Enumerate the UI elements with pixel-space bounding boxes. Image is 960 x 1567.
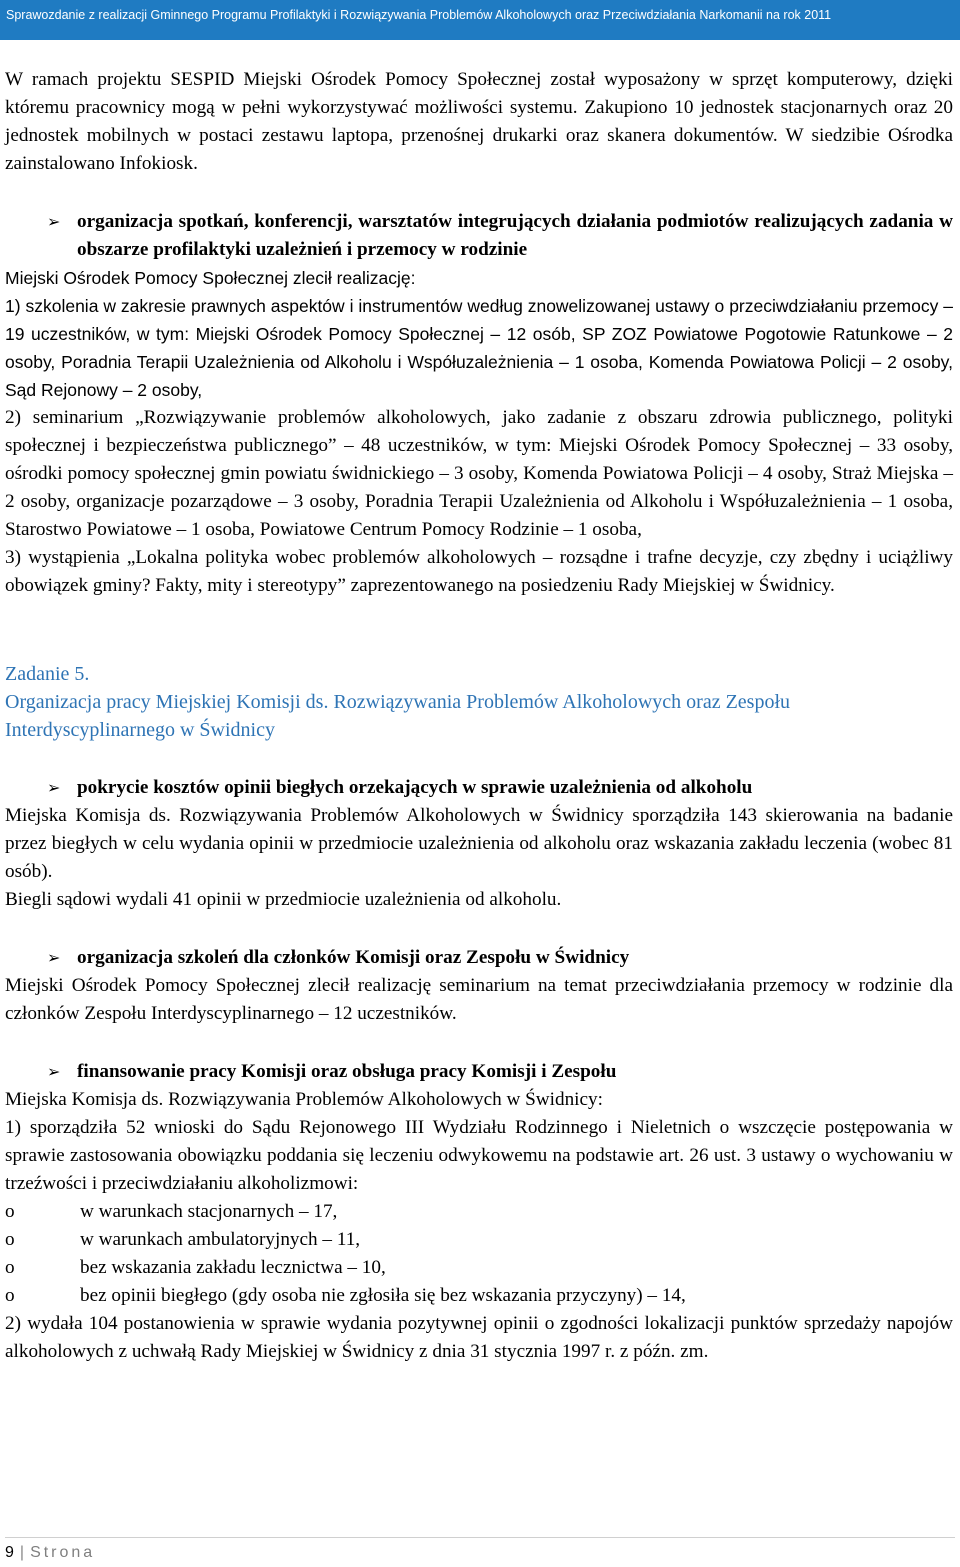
header-bar (0, 0, 960, 40)
arrow-bullet-icon: ➢ (47, 212, 61, 231)
list-item (5, 1254, 953, 1282)
list-item-text: bez wskazania zakładu lecznictwa – 10, (80, 1257, 386, 1278)
list-item (5, 1226, 953, 1254)
footer-divider (5, 1537, 955, 1538)
funding-item-1: 1) sporządziła 52 wnioski do Sądu Rejonowego III Wydziału Rodzinnego i Nieletnich o wszczęcie postępowania w sprawie zastosowania obowiązku poddania się leczeniu odwykowemu na podstawie art. 26 ust. 3 ustawy o wychowaniu w trzeźwości i przeciwdziałaniu alkoholizmowi: (5, 1117, 953, 1194)
training-para: Miejski Ośrodek Pomocy Społecznej zlecił realizację seminarium na temat przeciwdziałania przemocy w rodzinie dla członków Zespołu Interdyscyplinarnego – 12 uczestników. (5, 975, 953, 1024)
list-item-text: w warunkach stacjonarnych – 17, (80, 1201, 338, 1222)
opinions-heading-text: pokrycie kosztów opinii biegłych orzekających w sprawie uzależnienia od alkoholu (77, 777, 753, 798)
funding-heading-text: finansowanie pracy Komisji oraz obsługa pracy Komisji i Zespołu (77, 1061, 617, 1082)
circle-bullet-icon: o (5, 1229, 15, 1250)
arrow-bullet-icon: ➢ (47, 1062, 61, 1081)
meetings-item-1: 1) szkolenia w zakresie prawnych aspektów i instrumentów według znowelizowanej ustawy o przeciwdziałaniu przemocy – 19 uczestników, w tym: Miejski Ośrodek Pomocy Społecznej – 12 osób, SP ZOZ Powiatowe Pogotowie Ratunkowe – 2 osoby, Poradnia Terapii Uzależnienia od Alkoholu i Współuzależnienia – 1 osoba, Komenda Powiatowa Policji – 2 osoby, Sąd Rejonowy – 2 osoby, (5, 296, 953, 400)
training-heading (5, 944, 953, 972)
header-title: Sprawozdanie z realizacji Gminnego Programu Profilaktyki i Rozwiązywania Problemów Alkoholowych oraz Przeciwdziałania Narkomanii na rok 2011 (6, 8, 832, 22)
list-item-text: w warunkach ambulatoryjnych – 11, (80, 1229, 361, 1250)
zadanie-title: Organizacja pracy Miejskiej Komisji ds. Rozwiązywania Problemów Alkoholowych oraz Zespołu Interdyscyplinarnego w Świdnicy (5, 691, 790, 741)
opinions-heading (5, 774, 953, 802)
page-word: Strona (30, 1544, 96, 1561)
meetings-lead: Miejski Ośrodek Pomocy Społecznej zlecił realizację: (5, 268, 416, 288)
meetings-item-2: 2) seminarium „Rozwiązywanie problemów alkoholowych, jako zadanie z obszaru zdrowia publicznego, polityki społecznej i bezpieczeństwa publicznego” – 48 uczestników, w tym: Miejski Ośrodek Pomocy Społecznej – 33 osoby, ośrodki pomocy społecznej gmin powiatu świdnickiego – 3 osoby, Komenda Powiatowa Policji – 4 osoby, Straż Miejska – 2 osoby, organizacje pozarządowe – 3 osoby, Poradnia Terapii Uzależnienia od Alkoholu i Współuzależnienia – 1 osoba, Starostwo Powiatowe – 1 osoba, Powiatowe Centrum Pomocy Rodzinie – 1 osoba, (5, 407, 953, 540)
circle-bullet-icon: o (5, 1201, 15, 1222)
opinions-para-2: Biegli sądowi wydali 41 opinii w przedmiocie uzależnienia od alkoholu. (5, 889, 562, 910)
list-item (5, 1282, 953, 1310)
intro-paragraph: W ramach projektu SESPID Miejski Ośrodek Pomocy Społecznej został wyposażony w sprzęt komputerowy, dzięki któremu pracownicy mogą w pełni wykorzystywać możliwości systemu. Zakupiono 10 jednostek stacjonarnych oraz 20 jednostek mobilnych w postaci zestawu laptopa, przenośnej drukarki oraz skanera dokumentów. W siedzibie Ośrodka zainstalowano Infokiosk. (5, 69, 953, 174)
zadanie-number: Zadanie 5. (5, 663, 90, 685)
meetings-heading (5, 208, 953, 264)
circle-bullet-icon: o (5, 1257, 15, 1278)
circle-bullet-icon: o (5, 1285, 15, 1306)
funding-heading (5, 1058, 953, 1086)
list-item-text: bez opinii biegłego (gdy osoba nie zgłosiła się bez wskazania przyczyny) – 14, (80, 1285, 686, 1306)
list-item (5, 1198, 953, 1226)
funding-sublist (5, 1198, 953, 1310)
page-number: 9 (5, 1544, 14, 1561)
arrow-bullet-icon: ➢ (47, 948, 61, 967)
page-footer (5, 1544, 95, 1562)
meetings-heading-text: organizacja spotkań, konferencji, warsztatów integrujących działania podmiotów realizujących zadania w obszarze profilaktyki uzależnień i przemocy w rodzinie (77, 211, 953, 260)
funding-item-2: 2) wydała 104 postanowienia w sprawie wydania pozytywnej opinii o zgodności lokalizacji punktów sprzedaży napojów alkoholowych z uchwałą Rady Miejskiej w Świdnicy z dnia 31 stycznia 1997 r. z późn. zm. (5, 1313, 953, 1362)
opinions-para-1: Miejska Komisja ds. Rozwiązywania Problemów Alkoholowych w Świdnicy sporządziła 143 skierowania na badanie przez biegłych w celu wydania opinii w przedmiocie uzależnienia od alkoholu oraz wskazania zakładu leczenia (wobec 81 osób). (5, 805, 953, 882)
meetings-item-3: 3) wystąpienia „Lokalna polityka wobec problemów alkoholowych – rozsądne i trafne decyzje, czy zbędny i uciążliwy obowiązek gminy? Fakty, mity i stereotypy” zaprezentowanego na posiedzeniu Rady Miejskiej w Świdnicy. (5, 547, 953, 596)
page-content (5, 66, 953, 1366)
arrow-bullet-icon: ➢ (47, 778, 61, 797)
training-heading-text: organizacja szkoleń dla członków Komisji oraz Zespołu w Świdnicy (77, 947, 630, 968)
funding-lead: Miejska Komisja ds. Rozwiązywania Problemów Alkoholowych w Świdnicy: (5, 1089, 603, 1110)
footer-separator: | (19, 1544, 25, 1561)
